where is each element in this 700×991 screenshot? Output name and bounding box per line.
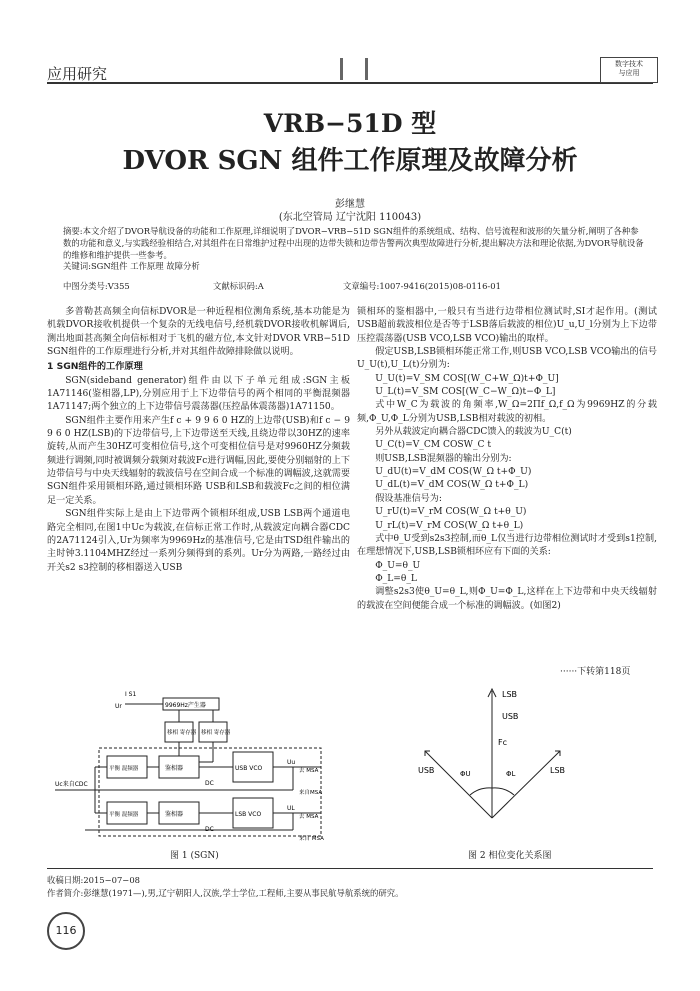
received-date: 收稿日期:2015−07−08 xyxy=(47,875,140,885)
vco-label-2: LSB VCO xyxy=(235,811,262,818)
paragraph: 式中θ_U受到s2s3控制,而θ_L仅当进行边带相位测试时才受到s1控制,在理想情况下,USB,LSB锁相环应有下面的关系: xyxy=(357,533,657,558)
page-number: 116 xyxy=(47,912,85,950)
formula: U_dL(t)=V_dM COS(W_Ω t+Φ_L) xyxy=(375,480,529,491)
phi-u-arc xyxy=(470,788,492,795)
keywords: 关键词:SGN组件 工作原理 故障分析 xyxy=(63,261,200,272)
usb-top-label: USB xyxy=(502,712,519,721)
ul-label: UL xyxy=(287,805,295,812)
fc-label: Fc xyxy=(498,738,507,747)
lsb-right-label: LSB xyxy=(550,766,566,775)
header-rule xyxy=(47,82,653,84)
logo-bottom-text: 与应用 xyxy=(618,69,640,77)
formula: U_dU(t)=V_dM COS(W_Ω t+Φ_U) xyxy=(375,467,532,478)
vco-label-1: USB VCO xyxy=(235,765,263,772)
formula: U_C(t)=V_CM COSW_C t xyxy=(375,440,492,451)
abstract xyxy=(63,226,646,273)
clc-number: 中图分类号:V355 xyxy=(63,281,130,291)
title-line2: DVOR SGN 组件工作原理及故障分析 xyxy=(122,146,578,176)
author-bio: 作者简介:彭继慧(1971—),男,辽宁朝阳人,汉族,学士学位,工程师,主要从事民航导航系统的研究。 xyxy=(47,888,404,898)
s1-label: I S1 xyxy=(125,691,137,698)
journal-logo xyxy=(600,57,658,83)
paragraph: 则USB,LSB混频器的输出分别为: xyxy=(375,453,512,464)
ur-label: Ur xyxy=(115,703,122,710)
usb-left-label: USB xyxy=(418,766,435,775)
paragraph: 调整s2s3使θ_U=θ_L,则Φ_U=Φ_L,这样在上下边带和中央天线辐射的载波在空间便能合成一个标准的调幅波。(如图2) xyxy=(357,587,657,611)
paragraph: 多普勒甚高频全向信标DVOR是一种近程相位测角系统,基本功能是为机载DVOR接收机提供一个复杂的无线电信号,经机载DVOR接收机解调后,测出地面甚高频全向信标相对于飞机的磁方位,本文针对DVOR VRB−51D SGN组件的工作原理进行分析,并对其组件故障排除做以说明。 xyxy=(47,307,350,358)
usb-vector xyxy=(425,751,492,818)
abstract-text: 摘要:本文介绍了DVOR导航设备的功能和工作原理,详细说明了DVOR−VRB−51D SGN组件的系统组成、结构、信号流程和波形的矢量分析,阐明了各种参数的功能和意义,与实践经验相结合,对其组件在日常维护过程中出现的边带失锁和边带告警两次典型故障进行分析,提出解决方法和理论依据,为DVOR导航设备的维修和维护提供一些参考。 xyxy=(63,226,644,260)
figure-2-caption: 图 2 相位变化关系图 xyxy=(468,851,552,861)
article-number: 文章编号:1007-9416(2015)08-0116-01 xyxy=(343,281,501,291)
figure-1-block-diagram xyxy=(55,690,355,855)
to-msa-1: 去 MSA xyxy=(299,768,319,774)
mixer-label-1: 平衡 混频器 xyxy=(109,766,139,772)
from-msa-2: 来自 MSA xyxy=(299,836,324,842)
formula: 假设基准信号为: xyxy=(375,493,442,504)
doc-code: 文献标识码:A xyxy=(213,281,264,291)
from-msa-1: 来自MSA xyxy=(299,790,323,796)
formula: U_rL(t)=V_rM COS(W_Ω t+θ_L) xyxy=(375,520,524,531)
logo-top-text: 数字技术 xyxy=(615,60,643,68)
phase-detector-label-1: 鉴相器 xyxy=(165,765,184,772)
figure-2-phasor-diagram xyxy=(400,683,640,833)
section-label: 应用研究 xyxy=(47,65,108,83)
paragraph: SGN组件实际上是由上下边带两个锁相环组成,USB LSB两个通道电路完全相同,在图1中Uc为载波,在信标正常工作时,从载波定向耦合器CDC的2A71124引入,Ur为频率为9969Hz的基准信号,它是由TSD组件输出的主时钟3.1104MHZ经过一系列分频得到的系列。Ur分为两路,一路经过由开关s2 s3控制的移相器送入USB xyxy=(47,509,350,573)
uu-label: Uu xyxy=(287,759,296,766)
formula: U_L(t)=V_SM COS[(W_C−W_Ω)t−Φ_L] xyxy=(375,387,556,398)
footnote-rule xyxy=(47,868,653,869)
phi-l-arc xyxy=(492,788,514,795)
dc-label-2: DC xyxy=(205,826,214,833)
lsb-top-label: LSB xyxy=(502,690,518,699)
phi-l-label: ΦL xyxy=(506,770,516,778)
right-column xyxy=(357,306,657,613)
formula: U_rU(t)=V_rM COS(W_Ω t+θ_U) xyxy=(375,507,527,518)
formula: U_U(t)=V_SM COS[(W_C+W_Ω)t+Φ_U] xyxy=(375,373,559,384)
title-line1: VRB−51D 型 xyxy=(263,109,437,138)
uc-input-label: Uc来自CDC xyxy=(55,781,88,788)
phase-shifter-label-2: 移相 寄存器 xyxy=(201,730,231,736)
lsb-vector xyxy=(492,751,560,818)
mixer-label-2: 平衡 混频器 xyxy=(109,812,139,818)
paragraph: 另外从载波定向耦合器CDC馈入的载波为U_C(t) xyxy=(375,427,572,438)
phase-detector-label-2: 鉴相器 xyxy=(165,811,184,818)
paragraph: 式中W_C为载波的角频率,W_Ω=2Πf_Ω,f_Ω为9969HZ的分载频,Φ_U,Φ_L分别为USB,LSB相对载波的初相。 xyxy=(357,400,657,424)
to-msa-2: 去 MSA xyxy=(299,814,319,820)
left-column xyxy=(47,306,350,575)
paragraph: 假定USB,LSB锁相环能正常工作,则USB VCO,LSB VCO输出的信号U_U(t),U_L(t)分别为: xyxy=(357,347,657,371)
section-heading: 1 SGN组件的工作原理 xyxy=(47,361,143,373)
affiliation: (东北空管局 辽宁沈阳 110043) xyxy=(278,212,422,223)
phi-u-label: ΦU xyxy=(460,770,471,778)
generator-label: 9969Hz产生器 xyxy=(165,702,206,709)
phase-shifter-label-1: 移相 寄存器 xyxy=(167,730,197,736)
header-bars xyxy=(340,58,368,80)
figure-1-caption: 图 1 (SGN) xyxy=(170,851,219,861)
formula: Φ_U=θ_U xyxy=(375,560,421,571)
dc-label-1: DC xyxy=(205,780,214,787)
paragraph: SGN(sideband generator)组件由以下子单元组成:SGN主板1A71146(鉴相器,LP),分别应用于上下边带信号的两个相同的平衡混频器1A71147;两个独立的上下边带信号震荡器(压控晶体震荡器)1A71150。 xyxy=(47,375,350,413)
continued-note: ······下转第118页 xyxy=(560,667,631,677)
paragraph: SGN组件主要作用来产生f c + 9 9 6 0 HZ的上边带(USB)和f c − 9 9 6 0 HZ(LSB)的下边带信号,上下边带送至天线,且绕边带以30HZ的速率旋转,从而产生30HZ可变相位信号,这个可变相位信号是对9960HZ分频载频进行调频,同时被调频分载频对载波Fc进行调幅,因此,要使分别辐射的上下边带信号与中央天线辐射的载波信号在空间合成一个标准的调幅波,这就需要SGN组件采用锁相环路,通过锁相环路 USB和LSB和载波Fc之间的相位满足一定关系。 xyxy=(47,415,350,506)
formula: Φ_L=θ_L xyxy=(375,573,417,584)
paragraph: 锁相环的鉴相器中,一般只有当进行边带相位测试时,SI才起作用。(测试USB超前载波相位是否等于LSB落后载波的相位)U_u,U_l分别为上下边带压控震荡器(USB VCO,LSB VCO)输出的取样。 xyxy=(357,307,657,344)
author: 彭继慧 xyxy=(335,199,365,210)
